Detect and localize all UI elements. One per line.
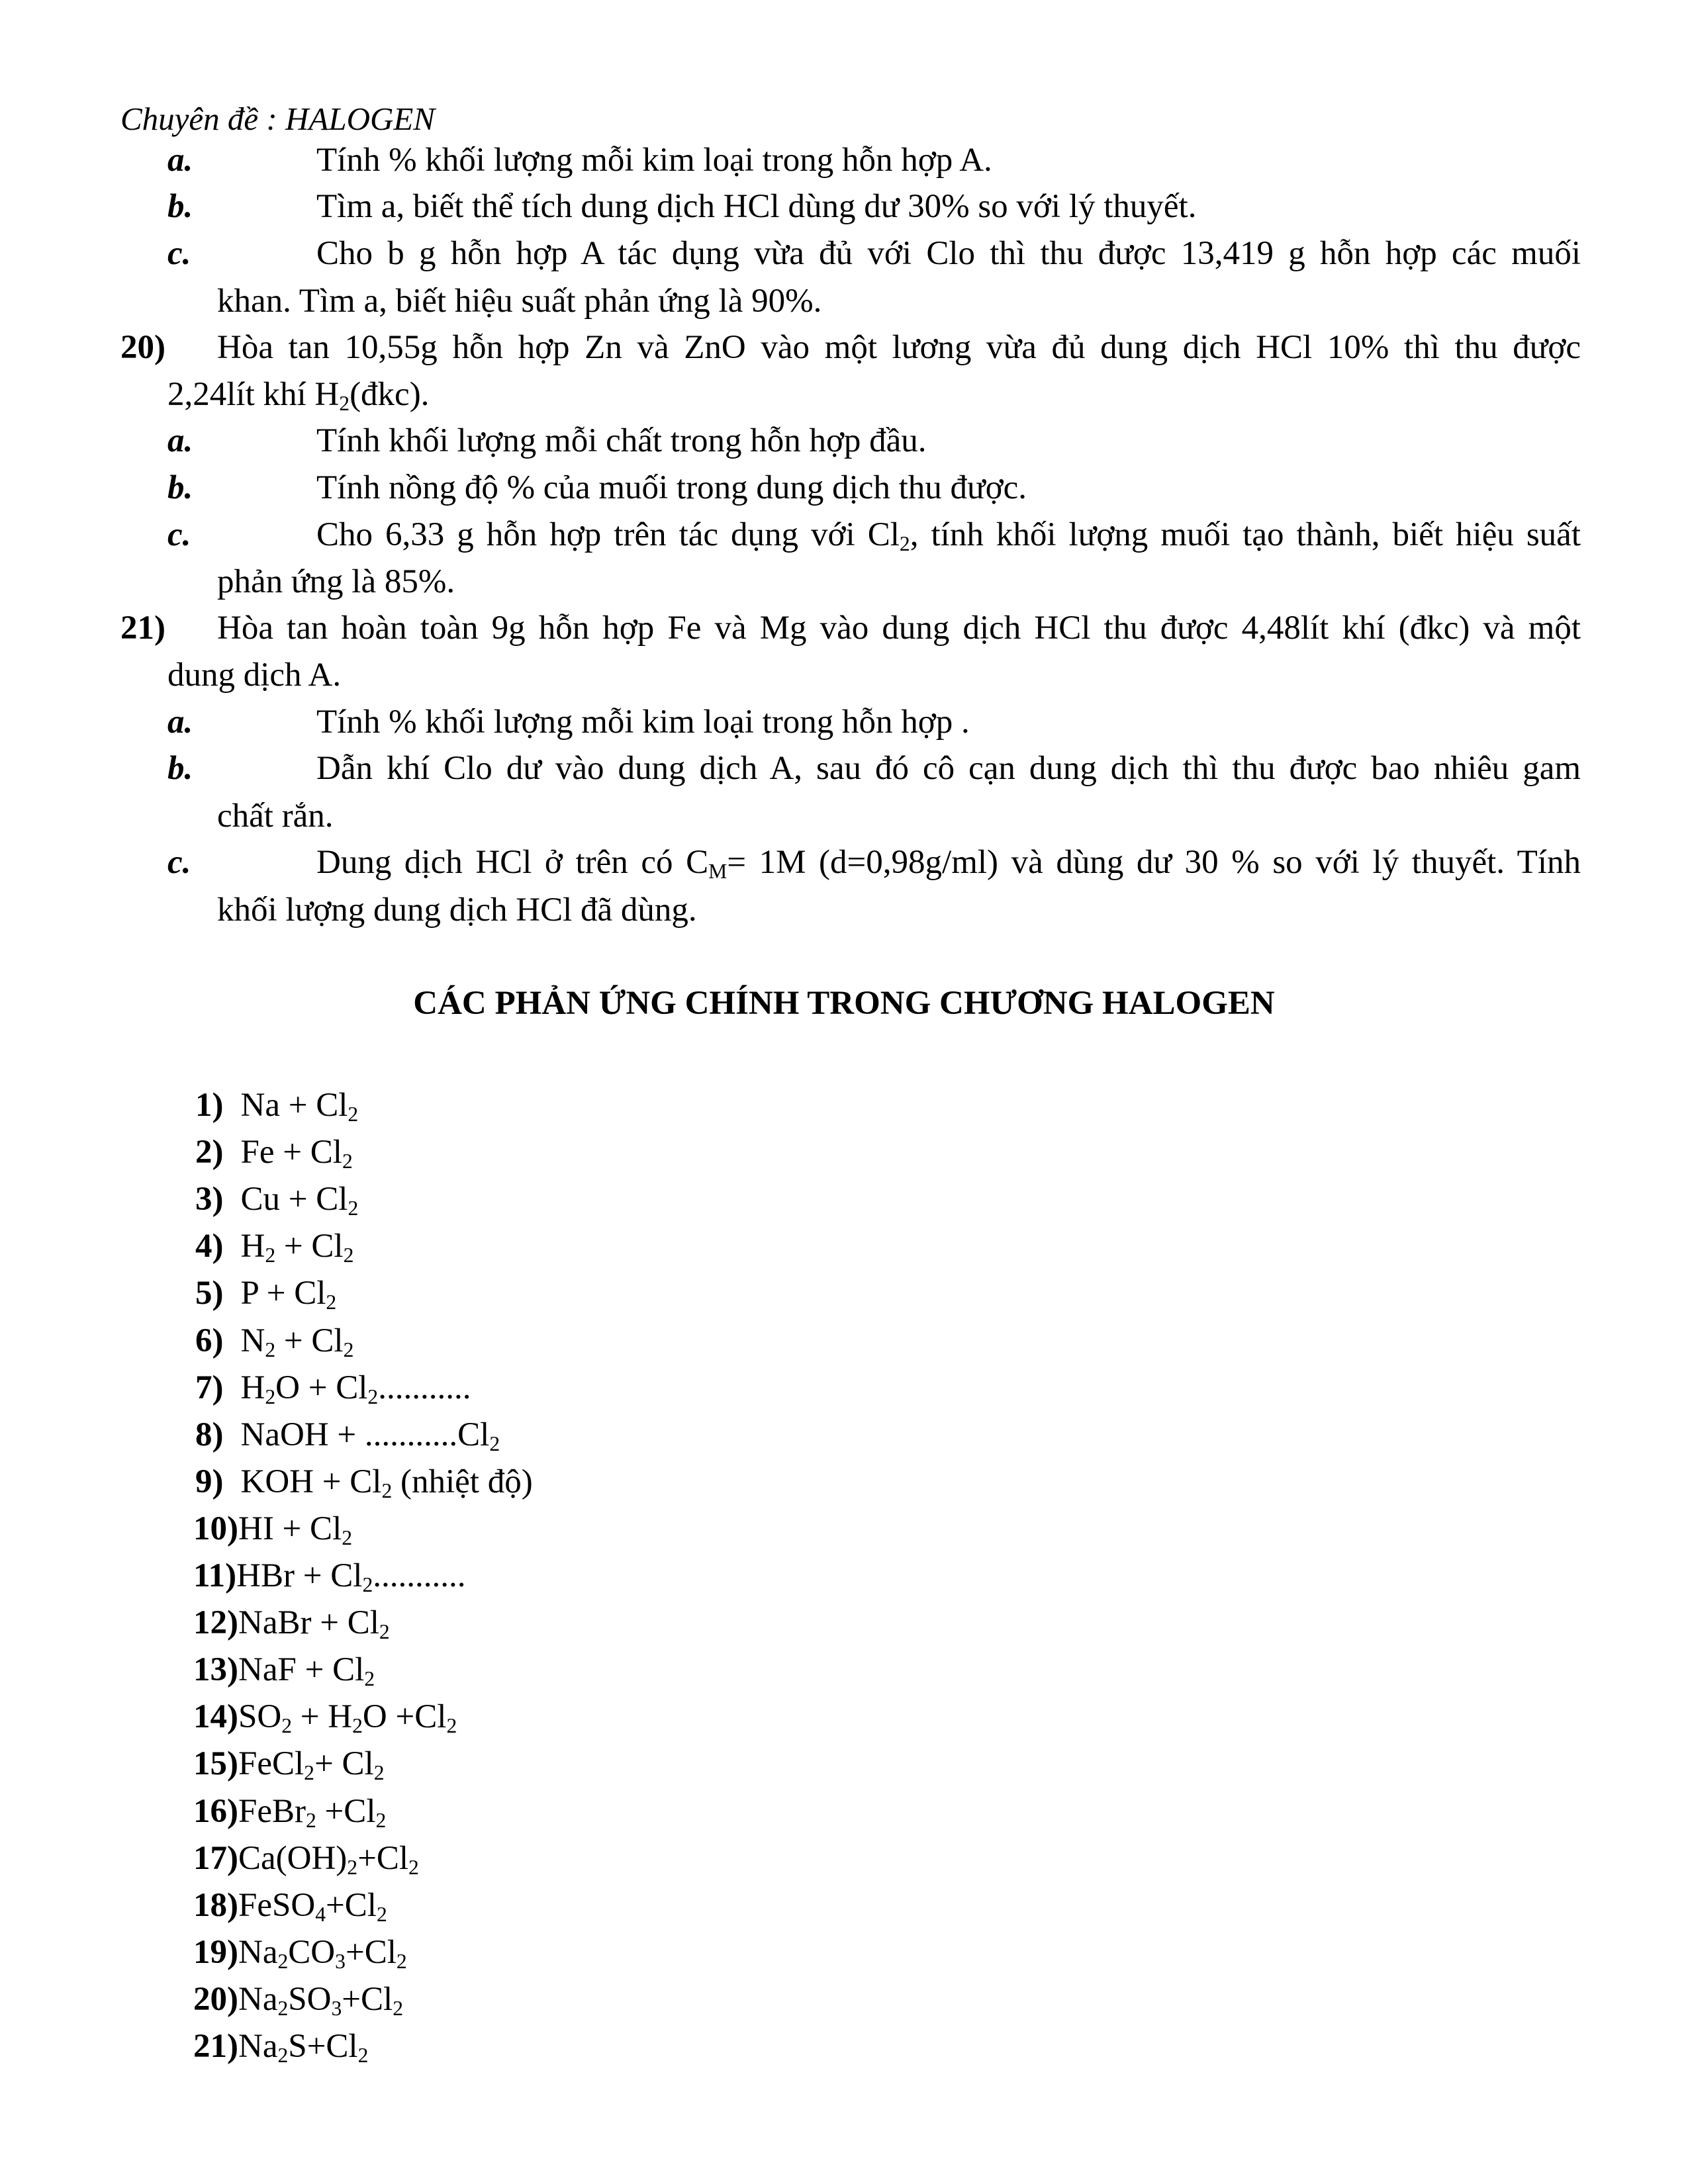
reaction-item [193,2026,368,2066]
reaction-formula: HBr + $Cl_2$........... [236,1557,466,1596]
reaction-item [193,1556,466,1596]
reaction-number: 1) [195,1087,224,1124]
q21-a-text: Tính % khối lượng mỗi kim loại trong hỗn hợp . [316,704,970,741]
reaction-number: 2) [195,1134,224,1171]
reaction-formula: $Cu + Cl_2$ [240,1181,359,1220]
reaction-formula: HI + $Cl_2$ [238,1510,353,1549]
reaction-item [193,1650,375,1690]
reaction-formula: NaOH + $...........Cl_2$ [240,1416,500,1455]
reaction-number: 5) [195,1275,224,1312]
reaction-number: 17) [193,1839,238,1877]
page-header: Chuyên đề : HALOGEN [120,101,435,137]
reaction-item [195,1368,471,1408]
q21-number: 21) [120,610,165,647]
reaction-formula: NaF + $Cl_2$ [238,1651,375,1691]
reaction-number: 21) [193,2028,238,2065]
reaction-formula: $Na + Cl_2$ [240,1087,359,1126]
reaction-number: 11) [193,1557,237,1594]
reaction-item [193,1509,352,1549]
q20-stem-line2: 2,24lít khí $H_2(đkc)$. [167,376,430,415]
q21-c-text-line1: Dung dịch HCl ở trên có $C_M= 1M$ (d=0,98g/ml) và dùng dư 30 % so với lý thuyết. Tính [316,844,1581,882]
q21-a-label: a. [167,704,193,741]
reaction-formula: $Na_2CO_3+Cl_2$ [238,1933,407,1973]
reaction-number: 19) [193,1933,238,1971]
reaction-item [193,1792,386,1831]
reaction-formula: $SO_2 + H_2O +Cl_2$ [238,1698,457,1738]
reaction-number: 14) [193,1698,238,1736]
reaction-item [193,1697,457,1737]
reaction-number: 16) [193,1792,238,1830]
q20-b-label: b. [167,469,193,506]
q19-a-text: Tính % khối lượng mỗi kim loại trong hỗn hợp A. [316,142,992,179]
reaction-item [195,1132,353,1172]
reaction-number: 8) [195,1416,224,1453]
q20-a-text: Tính khối lượng mỗi chất trong hỗn hợp đầu. [316,422,927,459]
reaction-item [193,1839,419,1878]
q21-c-label: c. [167,844,191,881]
reaction-formula: $P + Cl_2$ [240,1275,337,1314]
reaction-formula: $Na_2SO_3+Cl_2$ [238,1980,404,2020]
reaction-item [195,1085,358,1125]
reaction-formula: $FeSO_4+Cl_2$ [238,1886,387,1926]
q19-b-text: Tìm a, biết thể tích dung dịch HCl dùng dư 30% so với lý thuyết. [316,188,1197,225]
reaction-number: 3) [195,1181,224,1218]
reaction-formula: FeCl$_2$+ $Cl_2$ [238,1745,385,1785]
reaction-item [195,1321,353,1361]
q21-stem-line2: dung dịch A. [167,657,342,694]
reaction-number: 7) [195,1369,224,1406]
q20-c-label: c. [167,516,191,553]
reaction-formula: KOH + $Cl_2$ (nhiệt độ) [240,1463,533,1502]
q21-b-text-line1: Dẫn khí Clo dư vào dung dịch A, sau đó cô cạn dung dịch thì thu được bao nhiêu gam [316,750,1581,787]
q20-c-text-line2: phản ứng là 85%. [217,563,455,600]
reaction-number: 15) [193,1745,238,1783]
reaction-item [195,1415,500,1455]
reaction-formula: NaBr + $Cl_2$ [238,1604,390,1643]
reaction-number: 13) [193,1651,238,1689]
section-title: CÁC PHẢN ỨNG CHÍNH TRONG CHƯƠNG HALOGEN [413,985,1275,1022]
q21-b-label: b. [167,750,193,787]
q20-a-label: a. [167,422,193,459]
reaction-number: 10) [193,1510,238,1547]
q20-number: 20) [120,329,165,366]
q19-c-text-line1: Cho b g hỗn hợp A tác dụng vừa đủ với Clo thì thu được 13,419 g hỗn hợp các muối [316,235,1581,272]
q19-a-label: a. [167,142,193,179]
reaction-number: 6) [195,1322,224,1359]
reaction-item [193,1886,387,1925]
reaction-formula: $H_2 + Cl_2$ [240,1228,354,1267]
reaction-item [195,1273,336,1313]
q20-stem-line1: Hòa tan 10,55g hỗn hợp Zn và ZnO vào một lương vừa đủ dung dịch HCl 10% thì thu được [217,329,1581,366]
reaction-item [195,1462,533,1502]
reaction-item [195,1179,358,1219]
reaction-formula: FeBr$_2$ $+Cl_2$ [238,1792,387,1832]
q19-c-text-line2: khan. Tìm a, biết hiệu suất phản ứng là 90%. [217,283,822,320]
reaction-item [193,1744,385,1784]
reaction-formula: $Ca(OH)_2+Cl_2$ [238,1839,419,1879]
reaction-formula: $H_2O + Cl_2$........... [240,1369,471,1408]
reaction-formula: $Na_2S+Cl_2$ [238,2028,369,2067]
reaction-formula: $N_2 + Cl_2$ [240,1322,354,1361]
reaction-item [193,1603,390,1643]
q21-stem-line1: Hòa tan hoàn toàn 9g hỗn hợp Fe và Mg vào dung dịch HCl thu được 4,48lít khí (đkc) và một [217,610,1581,647]
q20-c-text-line1: Cho 6,33 g hỗn hợp trên tác dụng với $Cl_2$, tính khối lượng muối tạo thành, biết hiệu suất [316,516,1581,555]
q19-b-label: b. [167,188,193,225]
reaction-item [195,1226,353,1266]
q21-b-text-line2: chất rắn. [217,797,334,835]
reaction-formula: $Fe + Cl_2$ [240,1134,353,1173]
reaction-number: 18) [193,1886,238,1924]
q21-c-text-line2: khối lượng dung dịch HCl đã dùng. [217,891,697,929]
reaction-number: 4) [195,1228,224,1265]
reaction-number: 12) [193,1604,238,1642]
reaction-item [193,1933,407,1972]
reaction-number: 9) [195,1463,224,1500]
q19-c-label: c. [167,235,191,272]
reaction-item [193,1979,403,2019]
reaction-number: 20) [193,1980,238,2018]
q20-b-text: Tính nồng độ % của muối trong dung dịch thu được. [316,469,1027,506]
